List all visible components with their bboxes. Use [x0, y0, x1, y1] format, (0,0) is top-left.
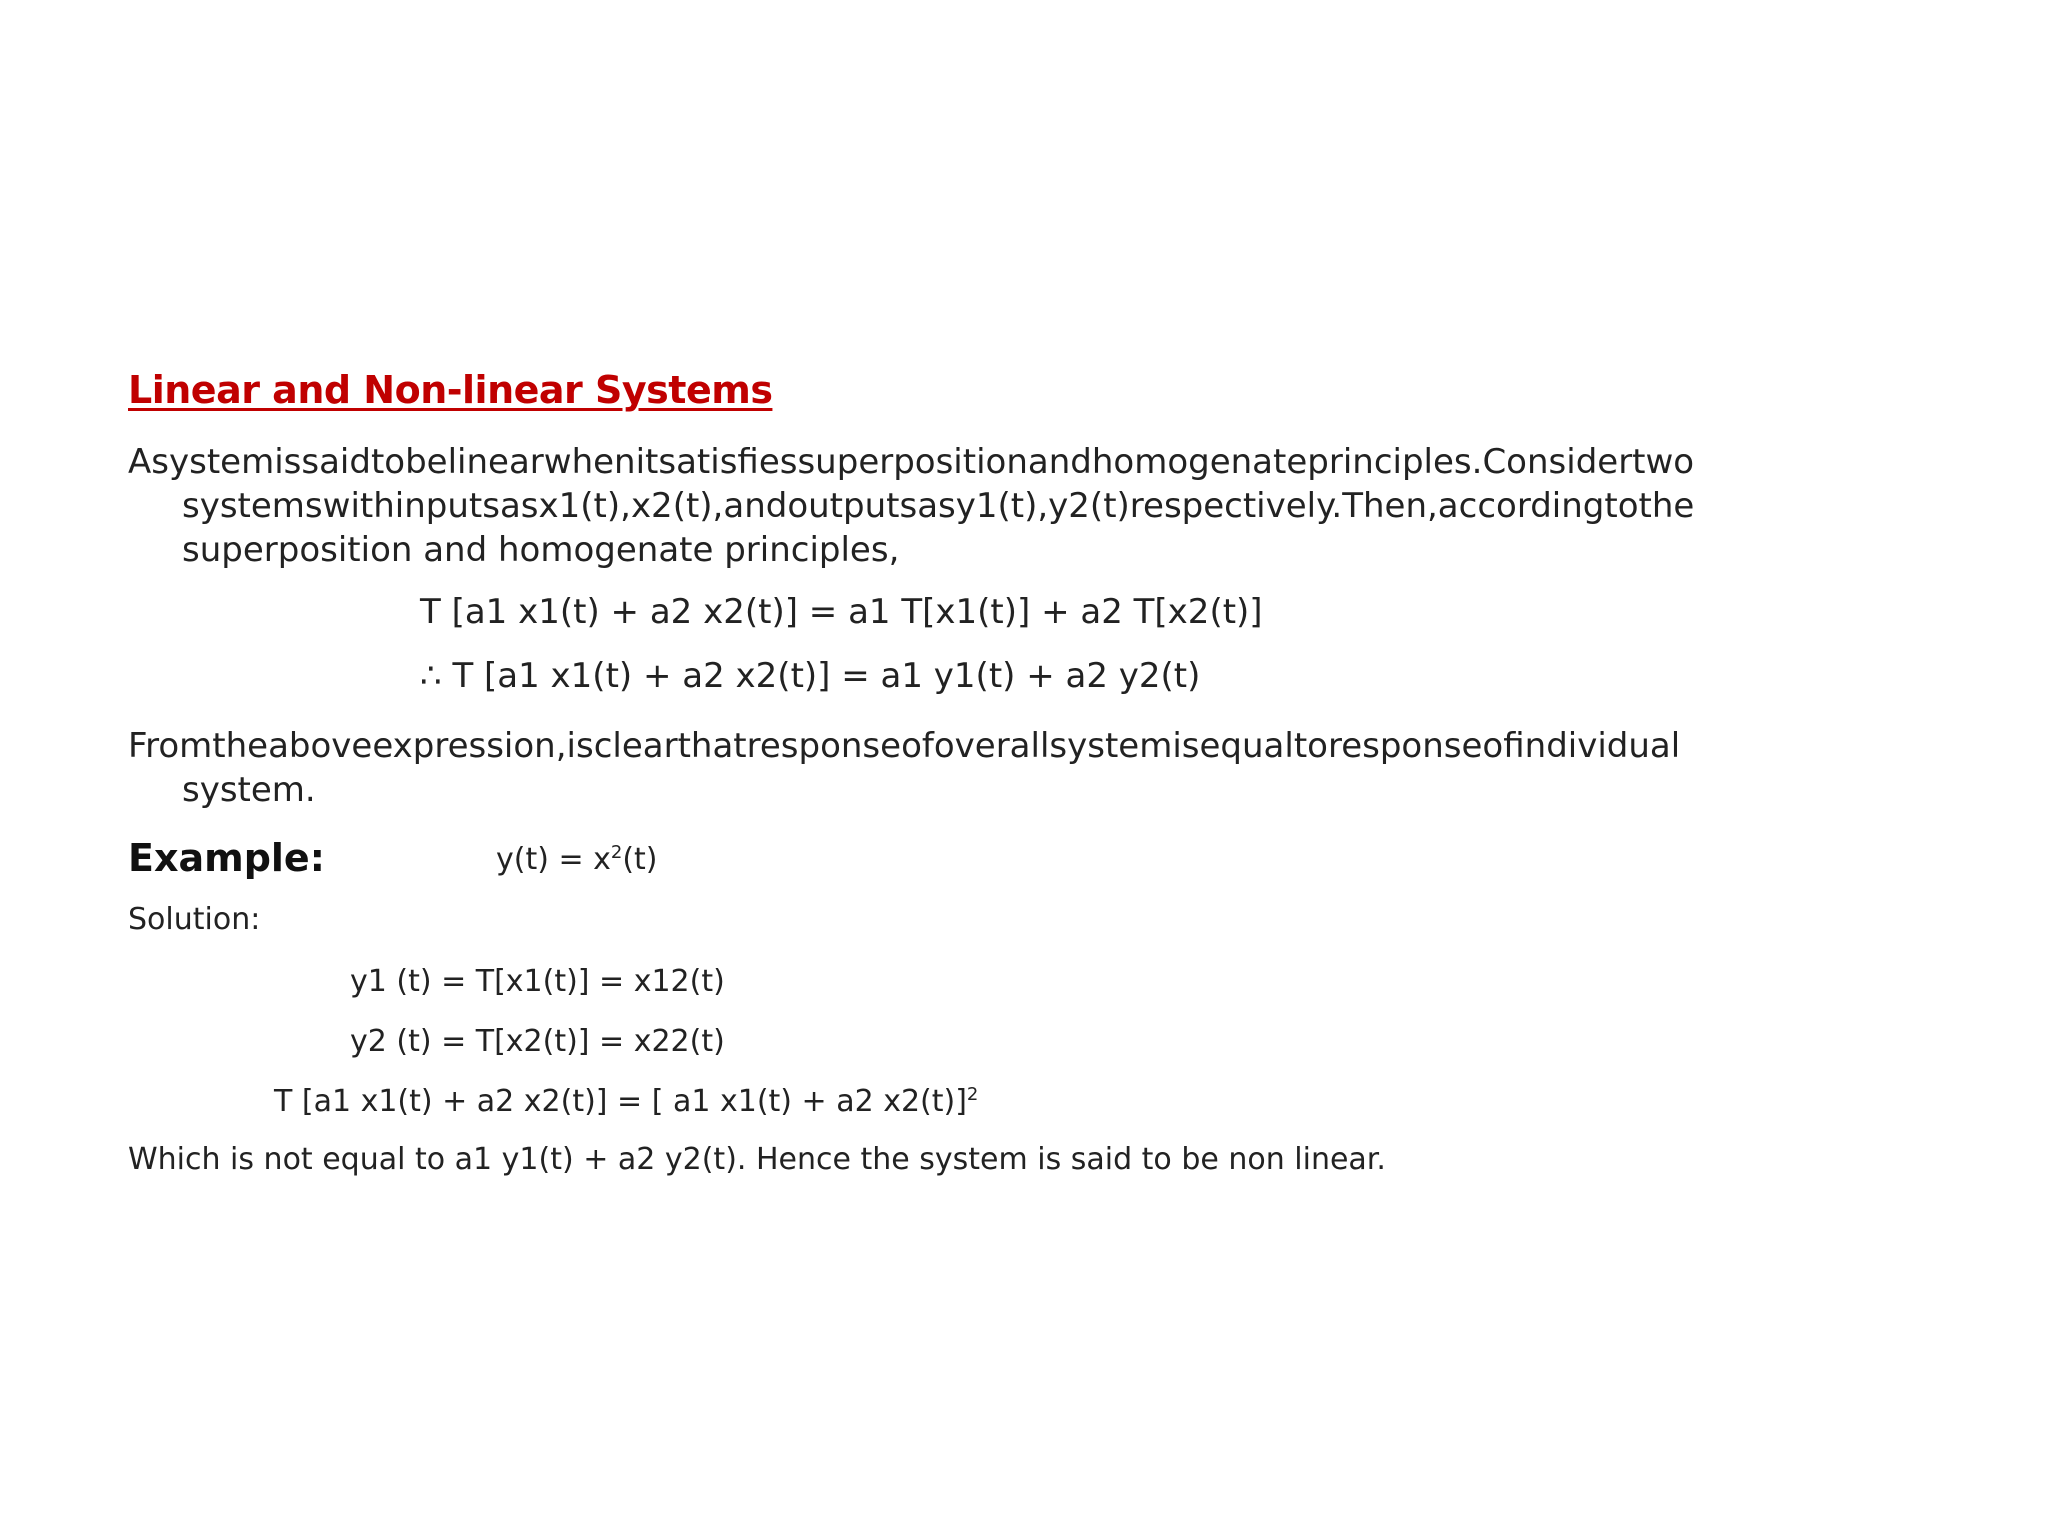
word: y1(t), — [955, 486, 1049, 526]
word: system — [151, 442, 275, 482]
word: to — [370, 442, 406, 482]
word: individual — [1524, 726, 1681, 766]
word: y2(t) — [1048, 486, 1130, 526]
word: clear — [593, 726, 678, 766]
word: principles. — [1307, 442, 1483, 482]
word: to — [1604, 486, 1639, 526]
word: expression, — [372, 726, 567, 766]
word: response — [746, 726, 902, 766]
word: of — [1482, 726, 1525, 766]
word: homogenate — [1091, 442, 1308, 482]
word: the — [212, 726, 269, 766]
word: to — [1293, 726, 1328, 766]
example-equation-exponent: 2 — [610, 842, 623, 863]
example-equation-base: y(t) = x — [496, 842, 611, 877]
solution-step-3-exponent: 2 — [966, 1084, 979, 1105]
solution-step-2: y2 (t) = T[x2(t)] = x22(t) — [350, 1024, 725, 1059]
word: superposition — [797, 442, 1028, 482]
word: of — [901, 726, 934, 766]
word: Then, — [1342, 486, 1438, 526]
intro-line-1 — [128, 440, 1928, 484]
therefore-equation: ∴ T [a1 x1(t) + a2 x2(t)] = a1 y1(t) + a2 y2(t) — [420, 656, 1201, 696]
word: is — [1172, 726, 1200, 766]
example-label: Example: — [128, 836, 325, 880]
linearity-equation: T [a1 x1(t) + a2 x2(t)] = a1 T[x1(t)] + a2 T[x2(t)] — [420, 592, 1263, 632]
word: Consider — [1482, 442, 1633, 482]
word: as — [917, 486, 956, 526]
word: that — [677, 726, 747, 766]
word: overall — [933, 726, 1050, 766]
section-heading: Linear and Non-linear Systems — [128, 368, 773, 412]
explanation-paragraph — [128, 724, 1928, 812]
word: said — [301, 442, 371, 482]
word: is — [274, 442, 302, 482]
word: and — [1027, 442, 1092, 482]
solution-label: Solution: — [128, 902, 261, 937]
word: above — [268, 726, 373, 766]
word: outputs — [787, 486, 918, 526]
example-equation-tail: (t) — [622, 842, 658, 877]
word: it — [635, 442, 659, 482]
word: two — [1632, 442, 1695, 482]
word: is — [566, 726, 594, 766]
word: the — [1638, 486, 1695, 526]
example-equation — [496, 842, 658, 877]
intro-line-2 — [128, 484, 1928, 528]
solution-step-1: y1 (t) = T[x1(t)] = x12(t) — [350, 964, 725, 999]
word: From — [128, 726, 213, 766]
word: according — [1437, 486, 1605, 526]
word: systems — [182, 486, 323, 526]
word: linear — [447, 442, 544, 482]
intro-line-3: superposition and homogenate principles, — [182, 530, 900, 570]
word: respectively. — [1129, 486, 1343, 526]
word: when — [543, 442, 636, 482]
word: response — [1327, 726, 1483, 766]
word: satisfies — [658, 442, 798, 482]
word: as — [499, 486, 539, 526]
word: be — [405, 442, 448, 482]
intro-paragraph — [128, 440, 1928, 572]
explanation-line-1 — [128, 724, 1928, 768]
word: x1(t), — [538, 486, 631, 526]
word: A — [128, 442, 152, 482]
conclusion-text: Which is not equal to a1 y1(t) + a2 y2(t). Hence the system is said to be non linear. — [128, 1142, 1386, 1177]
word: x2(t), — [630, 486, 724, 526]
explanation-line-2: system. — [182, 770, 316, 810]
solution-step-3 — [274, 1084, 978, 1119]
word: system — [1049, 726, 1173, 766]
word: and — [723, 486, 788, 526]
solution-step-3-base: T [a1 x1(t) + a2 x2(t)] = [ a1 x1(t) + a2 x2(t)] — [274, 1084, 967, 1119]
word: equal — [1199, 726, 1294, 766]
word: with — [322, 486, 395, 526]
word: inputs — [394, 486, 500, 526]
